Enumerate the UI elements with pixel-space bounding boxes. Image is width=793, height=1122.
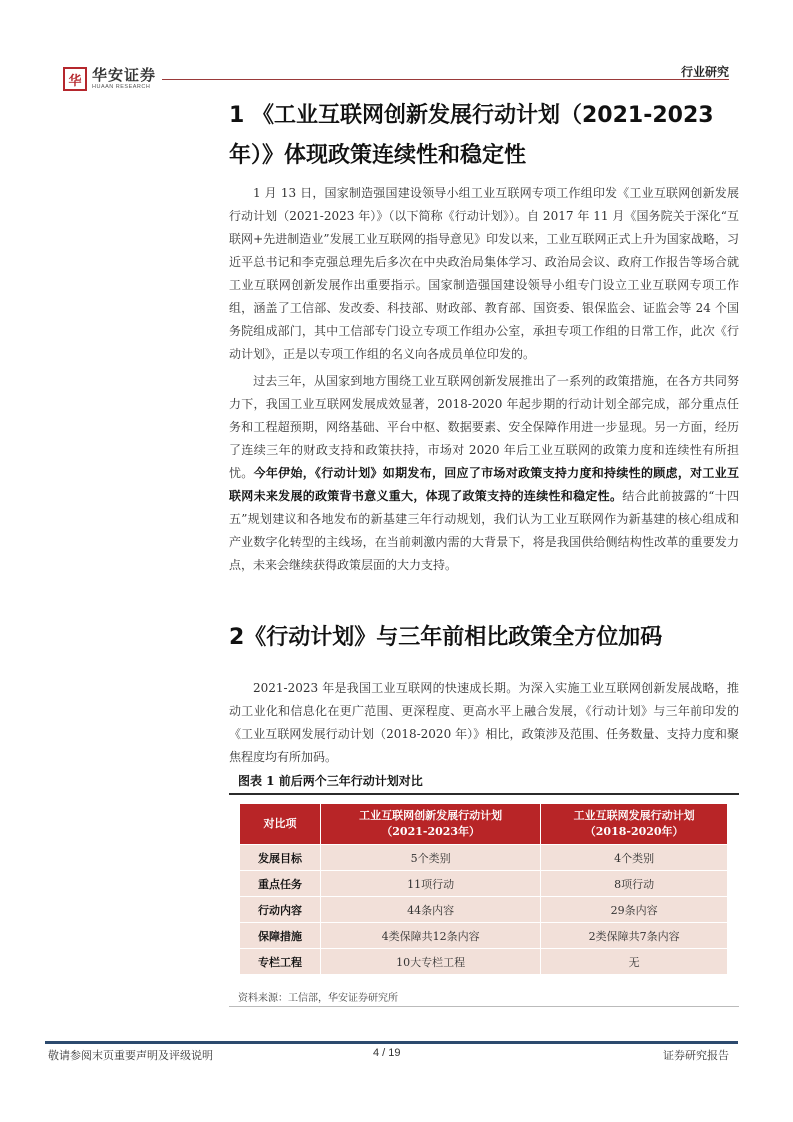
cell-new-plan: 4类保障共12条内容 xyxy=(321,923,541,949)
section2-paragraph-text: 2021-2023 年是我国工业互联网的快速成长期。为深入实施工业互联网创新发展战略，推动工业化和信息化在更广范围、更深程度、更高水平上融合发展，《行动计划》与三年前印发的《工业互联网发展行动计划（2018-2020 年）》相比，政策涉及范围、任务数量、支持力度和聚焦程度均有所加码。 xyxy=(229,681,739,764)
table-row xyxy=(240,845,728,871)
figure-caption-divider xyxy=(229,793,739,795)
cell-new-plan: 44条内容 xyxy=(321,897,541,923)
header-plan-2018-2020-period: （2018-2020年） xyxy=(584,825,684,838)
cell-old-plan: 29条内容 xyxy=(541,897,728,923)
section1-paragraph-2-text: 过去三年，从国家到地方围绕工业互联网创新发展推出了一系列的政策措施，在各方共同努力下，我国工业互联网发展成效显著，2018-2020 年起步期的行动计划全部完成，部分重点任务和工程超预期，网络基础、平台中枢、数据要素、安全保障作用进一步显现。另一方面，经历了连续三年的财政支持和政策扶持，市场对 2020 年后工业互联网的政策力度和连续性有所担忧。 xyxy=(229,374,739,480)
figure-source: 资料来源：工信部，华安证券研究所 xyxy=(238,993,398,1004)
header-compare-item: 对比项 xyxy=(240,804,321,845)
logo-english-name: HUAAN RESEARCH xyxy=(92,84,151,90)
footer-report-type: 证券研究报告 xyxy=(663,1049,729,1062)
row-label: 行动内容 xyxy=(240,897,321,923)
header-plan-2021-2023-period: （2021-2023年） xyxy=(381,825,481,838)
section1-paragraph-2-conclusion: 结合此前披露的“十四五”规划建议和各地发布的新基建三年行动规划，我们认为工业互联网作为新基建的核心组成和产业数字化转型的主线场，在当前刺激内需的大背景下，将是我国供给侧结构性改革的重要发力点，未来会继续获得政策层面的大力支持。 xyxy=(229,489,739,572)
section1-heading-line2: 年）》体现政策连续性和稳定性 xyxy=(229,143,527,168)
table-row xyxy=(240,871,728,897)
header-divider xyxy=(162,79,729,80)
page-number: 4 / 19 xyxy=(373,1047,401,1059)
row-label: 保障措施 xyxy=(240,923,321,949)
cell-old-plan: 无 xyxy=(541,949,728,975)
report-category: 行业研究 xyxy=(680,65,729,79)
cell-old-plan: 8项行动 xyxy=(541,871,728,897)
section2-paragraph xyxy=(229,677,739,769)
row-label: 发展目标 xyxy=(240,845,321,871)
section1-paragraph-2 xyxy=(229,370,739,577)
cell-old-plan: 2类保障共7条内容 xyxy=(541,923,728,949)
figure-caption: 图表 1 前后两个三年行动计划对比 xyxy=(238,774,423,788)
header-plan-2018-2020 xyxy=(541,804,728,845)
logo-mark-icon: 华 xyxy=(63,67,87,91)
comparison-table xyxy=(239,803,728,975)
section2-heading: 2《行动计划》与三年前相比政策全方位加码 xyxy=(229,625,663,650)
header-plan-2021-2023 xyxy=(321,804,541,845)
section1-heading-line1: 1 《工业互联网创新发展行动计划（2021-2023 xyxy=(229,103,714,128)
header-plan-2018-2020-title: 工业互联网发展行动计划 xyxy=(573,809,695,822)
section1-paragraph-2-highlight: 今年伊始，《行动计划》如期发布，回应了市场对政策支持力度和持续性的顾虑，对工业互联网未来发展的政策背书意义重大，体现了政策支持的连续性和稳定性。 xyxy=(229,466,739,503)
logo-text xyxy=(92,67,156,90)
row-label: 重点任务 xyxy=(240,871,321,897)
footer-divider xyxy=(45,1041,738,1044)
cell-new-plan: 5个类别 xyxy=(321,845,541,871)
logo-chinese-name: 华安证券 xyxy=(92,66,157,84)
table-header-row xyxy=(240,804,728,845)
row-label: 专栏工程 xyxy=(240,949,321,975)
section1-paragraph-1-text: 1 月 13 日，国家制造强国建设领导小组工业互联网专项工作组印发《工业互联网创新发展行动计划（2021-2023 年）》（以下简称《行动计划》）。自 2017 年 11 月《国务院关于深化“互联网+先进制造业”发展工业互联网的指导意见》印发以来，工业互联网正式上升为国家战略，习近平总书记和李克强总理先后多次在中央政治局集体学习、政治局会议、政府工作报告等场合就工业互联网创新发展作出重要指示。国家制造强国建设领导小组专门设立工业互联网专项工作组，涵盖了工信部、发改委、科技部、财政部、教育部、国资委、银保监会、证监会等 24 个国务院组成部门，其中工信部专门设立专项工作组办公室，承担专项工作组的日常工作，此次《行动计划》，正是以专项工作组的名义向各成员单位印发的。 xyxy=(229,186,739,361)
section1-heading xyxy=(229,96,739,176)
section1-paragraph-1 xyxy=(229,182,739,366)
cell-old-plan: 4个类别 xyxy=(541,845,728,871)
table-row xyxy=(240,897,728,923)
header-plan-2021-2023-title: 工业互联网创新发展行动计划 xyxy=(359,809,503,822)
cell-new-plan: 10大专栏工程 xyxy=(321,949,541,975)
table-row xyxy=(240,923,728,949)
table-row xyxy=(240,949,728,975)
company-logo xyxy=(63,67,156,91)
cell-new-plan: 11项行动 xyxy=(321,871,541,897)
footer-disclaimer-note: 敬请参阅末页重要声明及评级说明 xyxy=(48,1049,213,1062)
figure-source-divider xyxy=(229,1006,739,1007)
